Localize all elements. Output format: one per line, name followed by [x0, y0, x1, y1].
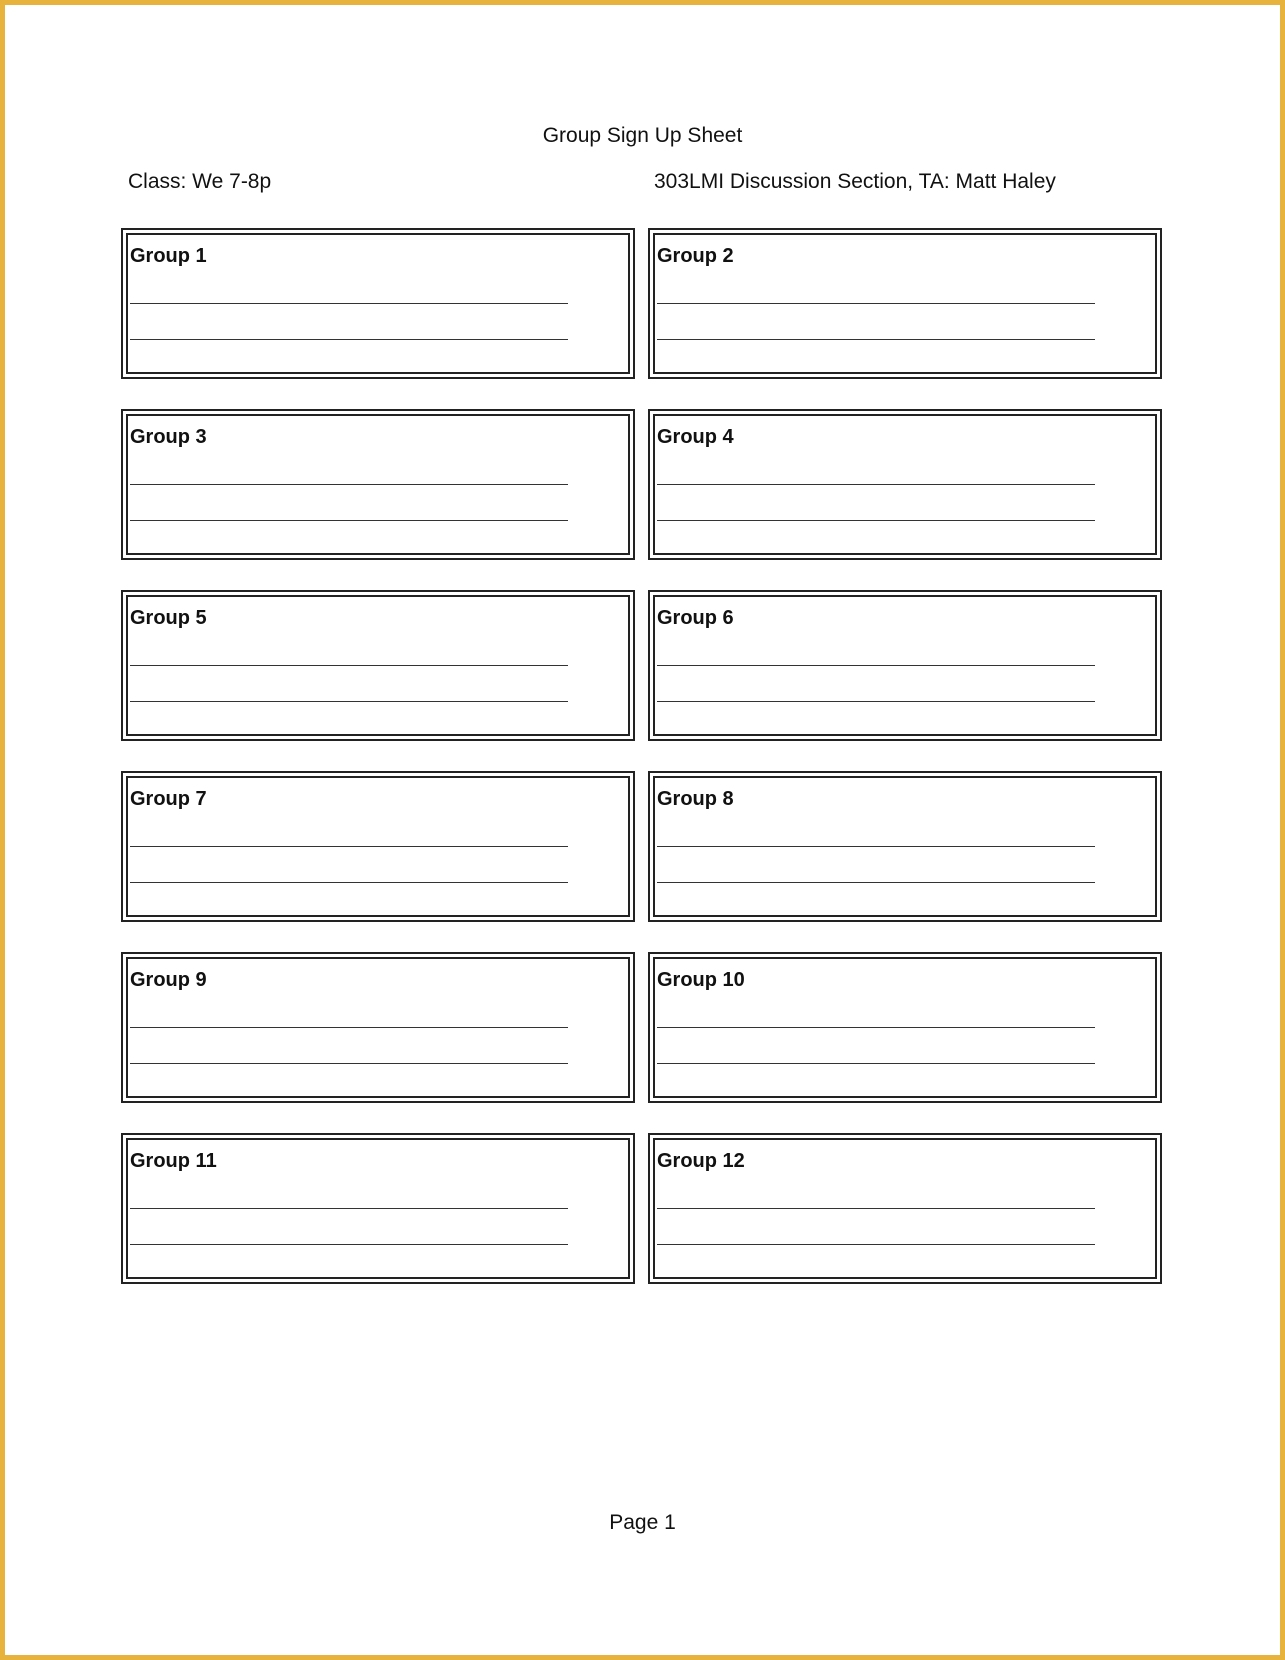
sign-up-line[interactable]	[130, 339, 568, 340]
sign-up-line[interactable]	[130, 701, 568, 702]
group-label: Group 12	[657, 1150, 745, 1172]
page-title: Group Sign Up Sheet	[542, 124, 743, 147]
group-label: Group 4	[657, 426, 734, 448]
sign-up-line[interactable]	[657, 1027, 1095, 1028]
group-inner	[653, 233, 1157, 374]
group-box-7	[121, 771, 635, 922]
group-label: Group 3	[130, 426, 207, 448]
sign-up-line[interactable]	[657, 665, 1095, 666]
group-label: Group 8	[657, 788, 734, 810]
group-box-5	[121, 590, 635, 741]
group-box-9	[121, 952, 635, 1103]
sign-up-line[interactable]	[657, 520, 1095, 521]
sign-up-line[interactable]	[130, 1244, 568, 1245]
sign-up-line[interactable]	[657, 882, 1095, 883]
sign-up-line[interactable]	[130, 846, 568, 847]
sign-up-line[interactable]	[130, 303, 568, 304]
group-inner	[126, 233, 630, 374]
sign-up-line[interactable]	[657, 701, 1095, 702]
sign-up-line[interactable]	[657, 1063, 1095, 1064]
group-inner	[653, 957, 1157, 1098]
sign-up-line[interactable]	[657, 1208, 1095, 1209]
group-label: Group 5	[130, 607, 207, 629]
sign-up-line[interactable]	[657, 484, 1095, 485]
group-inner	[126, 776, 630, 917]
sign-up-line[interactable]	[130, 882, 568, 883]
group-inner	[653, 1138, 1157, 1279]
class-info: Class: We 7-8p	[128, 170, 272, 193]
group-inner	[126, 595, 630, 736]
sign-up-line[interactable]	[130, 1027, 568, 1028]
group-box-1	[121, 228, 635, 379]
group-inner	[653, 776, 1157, 917]
group-box-8	[648, 771, 1162, 922]
sign-up-line[interactable]	[657, 1244, 1095, 1245]
group-label: Group 1	[130, 245, 207, 267]
group-inner	[653, 595, 1157, 736]
group-inner	[653, 414, 1157, 555]
group-label: Group 6	[657, 607, 734, 629]
group-label: Group 7	[130, 788, 207, 810]
sign-up-line[interactable]	[657, 339, 1095, 340]
group-label: Group 2	[657, 245, 734, 267]
group-box-12	[648, 1133, 1162, 1284]
group-box-10	[648, 952, 1162, 1103]
sign-up-line[interactable]	[130, 484, 568, 485]
group-box-2	[648, 228, 1162, 379]
group-inner	[126, 414, 630, 555]
group-box-3	[121, 409, 635, 560]
group-label: Group 10	[657, 969, 745, 991]
group-inner	[126, 1138, 630, 1279]
group-box-6	[648, 590, 1162, 741]
group-box-4	[648, 409, 1162, 560]
sign-up-line[interactable]	[130, 1063, 568, 1064]
page-number: Page 1	[609, 1511, 676, 1534]
group-label: Group 9	[130, 969, 207, 991]
group-box-11	[121, 1133, 635, 1284]
sign-up-line[interactable]	[657, 846, 1095, 847]
group-label: Group 11	[130, 1150, 217, 1172]
group-grid	[121, 228, 1162, 1284]
sign-up-line[interactable]	[657, 303, 1095, 304]
sign-up-line[interactable]	[130, 1208, 568, 1209]
sign-up-line[interactable]	[130, 520, 568, 521]
section-info: 303LMI Discussion Section, TA: Matt Haley	[654, 170, 1056, 193]
group-inner	[126, 957, 630, 1098]
sign-up-line[interactable]	[130, 665, 568, 666]
